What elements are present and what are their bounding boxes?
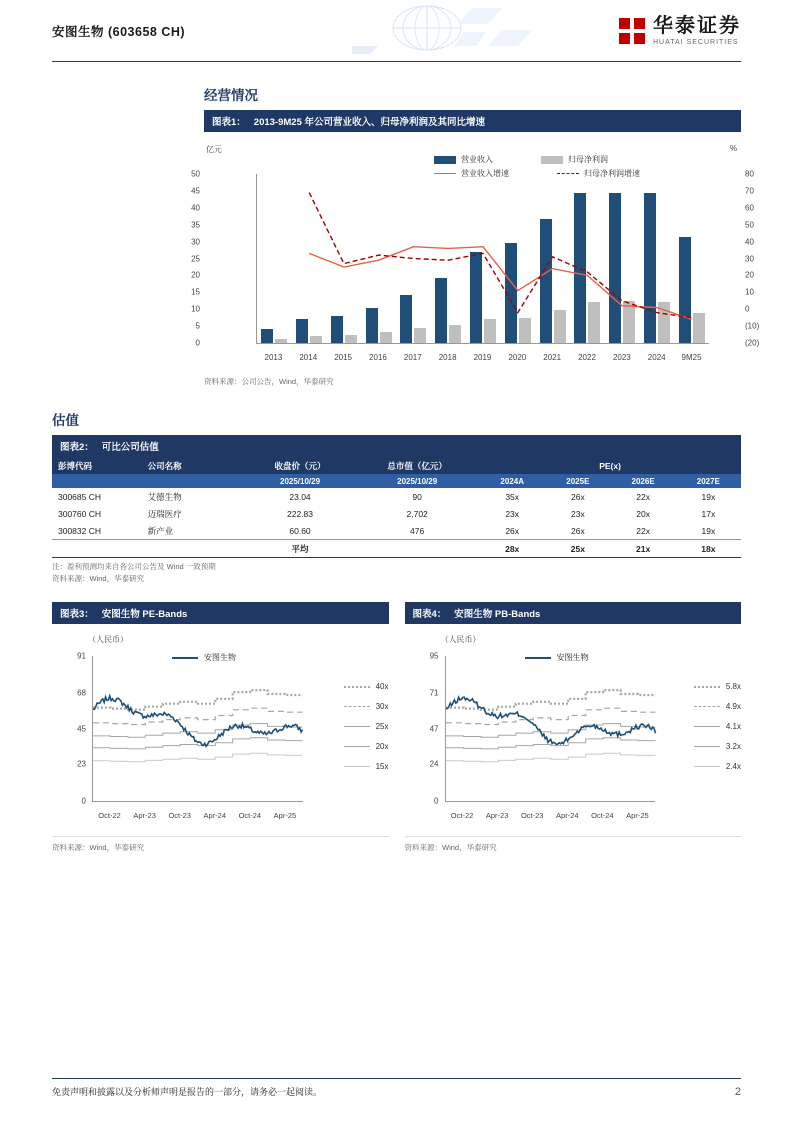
table-subheader-row	[52, 474, 741, 488]
revenue-profit-chart	[191, 138, 760, 370]
band-legend-swatch	[694, 746, 720, 747]
table-cell: 60.60	[289, 525, 311, 536]
legend-label-revenue-growth: 营业收入增速	[461, 169, 509, 178]
sub-cap-date: 2025/10/29	[355, 474, 479, 488]
band-legend-label: 4.1x	[725, 722, 741, 731]
band-legend-label: 5.8x	[725, 682, 741, 691]
band-legend-item	[694, 742, 741, 751]
table-cell: 35x	[505, 491, 520, 502]
table-cell: 平均	[245, 540, 355, 558]
y2-tick: 20	[745, 270, 754, 280]
y2-tick: (20)	[745, 338, 760, 348]
legend-net-profit	[541, 154, 608, 165]
band-legend-swatch	[344, 746, 370, 747]
band-legend-label: 2.4x	[725, 762, 741, 771]
y2-tick: 80	[745, 169, 754, 179]
chart1-y2-axis-unit: %	[729, 144, 737, 153]
y2-tick: 0	[745, 304, 750, 314]
y2-tick: 70	[745, 186, 754, 196]
pb-bands-unit: （人民币）	[440, 635, 481, 644]
exhibit-3-title: 安图生物 PE-Bands	[101, 609, 188, 620]
band-legend-swatch	[344, 726, 370, 727]
exhibit-1-header	[204, 110, 741, 132]
band-legend-swatch	[344, 766, 370, 767]
x-tick: Oct-22	[450, 811, 474, 820]
table-cell: 迈瑞医疗	[147, 508, 182, 519]
legend-label-profit-growth: 归母净利润增速	[584, 169, 640, 178]
col-price: 收盘价（元）	[245, 457, 355, 474]
x-tick: Apr-25	[273, 811, 297, 820]
band-legend-item	[344, 682, 389, 691]
table-cell	[52, 540, 142, 558]
pe-bands-legend	[344, 682, 389, 771]
y-tick: 0	[195, 338, 200, 348]
y-tick: 30	[191, 237, 200, 247]
table-cell: 19x	[701, 491, 716, 502]
band-legend-label: 15x	[375, 762, 389, 771]
pe-bands-plot-area	[92, 656, 303, 802]
x-tick: 2019	[473, 353, 492, 362]
pe-bands-unit: （人民币）	[88, 635, 128, 644]
exhibit-2	[52, 435, 741, 584]
exhibit-2-source: 资料来源：Wind，华泰研究	[52, 574, 145, 583]
table-cell: 23x	[570, 508, 585, 519]
table-cell: 新产业	[147, 525, 174, 536]
table-cell	[142, 540, 245, 558]
table-cell: 300685 CH	[58, 491, 102, 502]
y-tick: 47	[429, 724, 439, 734]
x-tick: Oct-24	[238, 811, 262, 820]
table-cell: 18x	[676, 540, 741, 558]
legend-label-revenue: 营业收入	[461, 155, 493, 164]
table-row	[52, 488, 741, 505]
footer-disclaimer: 免责声明和披露以及分析师声明是报告的一部分，请务必一起阅读。	[52, 1087, 323, 1097]
brand-logo	[619, 16, 741, 46]
band-legend-label: 3.2x	[725, 742, 741, 751]
table-cell: 17x	[701, 508, 716, 519]
y-tick: 50	[191, 169, 200, 179]
pb-bands-series-label: 安图生物	[556, 653, 589, 662]
table-cell: 26x	[570, 491, 585, 502]
table-cell: 23x	[505, 508, 520, 519]
x-tick: 2013	[264, 353, 283, 362]
table-cell: 2,702	[406, 508, 428, 519]
x-tick: 2016	[369, 353, 387, 362]
band-legend-label: 30x	[375, 702, 389, 711]
x-tick: Apr-24	[203, 811, 227, 820]
x-tick: Apr-24	[556, 811, 579, 820]
pb-bands-chart	[405, 630, 742, 830]
y-tick: 40	[191, 203, 200, 213]
y-tick: 0	[81, 796, 86, 806]
page-number: 2	[734, 1085, 741, 1098]
pb-bands-legend	[694, 682, 741, 771]
chart1-x-ticks	[256, 353, 709, 362]
x-tick: 2024	[647, 353, 666, 362]
table-row	[52, 522, 741, 540]
sub-blank-2	[142, 474, 245, 488]
y-tick: 68	[77, 688, 86, 698]
table-cell: 90	[412, 491, 422, 502]
band-legend-item	[694, 702, 741, 711]
y-tick: 10	[191, 304, 200, 314]
y-tick: 71	[429, 688, 439, 698]
y-tick: 0	[434, 796, 439, 806]
table-cell: 19x	[701, 525, 716, 536]
y-tick: 20	[191, 270, 200, 280]
x-tick: Apr-23	[485, 811, 509, 820]
band-legend-item	[344, 742, 389, 751]
bands-row	[52, 602, 741, 853]
huatai-mark-icon	[619, 18, 645, 44]
y2-tick: 10	[745, 287, 754, 297]
exhibit-2-label: 图表2：	[60, 442, 94, 453]
band-legend-swatch	[694, 686, 720, 688]
band-legend-label: 25x	[375, 722, 389, 731]
pb-bands-x-ticks	[445, 811, 656, 820]
exhibit-1	[191, 110, 760, 387]
col-pe-group: PE(x)	[479, 457, 741, 474]
y-tick: 5	[195, 321, 200, 331]
table-cell: 222.83	[287, 508, 314, 519]
sub-2025e: 2025E	[545, 474, 610, 488]
y-tick: 95	[429, 651, 439, 661]
table-cell: 26x	[570, 525, 585, 536]
exhibit-2-header	[52, 435, 741, 457]
pe-bands-chart	[52, 630, 389, 830]
exhibit-2-note: 注：盈利预测均来自各公司公告及 Wind 一致预期	[52, 562, 216, 571]
y-tick: 91	[77, 651, 86, 661]
table-row	[52, 505, 741, 522]
sub-2024a: 2024A	[479, 474, 545, 488]
x-tick: 2018	[438, 353, 457, 362]
table-cell: 26x	[505, 525, 520, 536]
col-code: 彭博代码	[52, 457, 142, 474]
table-cell: 25x	[545, 540, 610, 558]
exhibit-3-header	[52, 602, 389, 624]
table-cell: 艾德生物	[147, 491, 182, 502]
chart1-plot-area	[256, 174, 709, 344]
y2-tick: (10)	[745, 321, 760, 331]
chart1-y-axis-unit: 亿元	[206, 145, 222, 154]
band-legend-item	[344, 702, 389, 711]
page-header	[52, 0, 741, 62]
pb-bands-plot-area	[445, 656, 656, 802]
table-row-average	[52, 540, 741, 558]
pe-bands-x-ticks	[92, 811, 303, 820]
band-legend-item	[344, 722, 389, 731]
band-legend-item	[694, 722, 741, 731]
company-title: 安图生物 (603658 CH)	[52, 24, 186, 39]
x-tick: Oct-24	[591, 811, 614, 820]
sub-price-date: 2025/10/29	[245, 474, 355, 488]
band-legend-label: 40x	[375, 682, 389, 691]
x-tick: Oct-23	[168, 811, 191, 820]
x-tick: 2020	[508, 353, 527, 362]
exhibit-4-label: 图表4：	[412, 609, 447, 620]
x-tick: 9M25	[681, 353, 702, 362]
table-cell: 21x	[610, 540, 675, 558]
table-cell: 22x	[636, 491, 650, 502]
exhibit-1-source: 资料来源：公司公告，Wind，华泰研究	[204, 377, 334, 386]
exhibit-4	[405, 602, 742, 853]
band-legend-swatch	[344, 706, 370, 707]
exhibit-1-title: 2013-9M25 年公司营业收入、归母净利润及其同比增速	[253, 117, 485, 128]
table-cell: 20x	[636, 508, 650, 519]
legend-swatch-net-profit	[541, 156, 563, 164]
y2-tick: 40	[745, 237, 754, 247]
legend-swatch-revenue	[434, 156, 456, 164]
chart1-growth-lines	[257, 174, 709, 343]
exhibit-3	[52, 602, 389, 853]
table-cell: 300832 CH	[58, 525, 102, 536]
sub-blank-1	[52, 474, 142, 488]
band-legend-item	[694, 682, 741, 691]
y-tick: 24	[429, 759, 439, 769]
section-title-operations: 经营情况	[204, 88, 258, 103]
x-tick: Apr-23	[133, 811, 156, 820]
page-footer	[52, 1078, 741, 1098]
legend-revenue	[434, 154, 493, 165]
y-tick: 35	[191, 220, 200, 230]
x-tick: 2015	[334, 353, 352, 362]
x-tick: Oct-22	[98, 811, 121, 820]
y2-tick: 50	[745, 220, 754, 230]
legend-label-net-profit: 归母净利润	[568, 155, 608, 164]
sub-2027e: 2027E	[676, 474, 741, 488]
y-tick: 25	[191, 254, 200, 263]
band-legend-swatch	[344, 686, 370, 688]
band-legend-item	[694, 762, 741, 771]
band-legend-label: 20x	[375, 742, 389, 751]
band-legend-swatch	[694, 766, 720, 767]
table-cell	[355, 540, 479, 558]
col-name: 公司名称	[142, 457, 245, 474]
brand-name-cn: 华泰证券	[653, 14, 741, 37]
exhibit-3-label: 图表3：	[60, 609, 94, 620]
col-market-cap: 总市值（亿元）	[355, 457, 479, 474]
y-tick: 45	[191, 186, 200, 196]
table-header-row	[52, 457, 741, 474]
table-cell: 476	[410, 525, 425, 536]
x-tick: 2022	[578, 353, 596, 362]
comparable-valuation-table	[52, 457, 741, 558]
band-legend-swatch	[694, 726, 720, 727]
x-tick: Apr-25	[626, 811, 649, 820]
section-title-valuation: 估值	[52, 413, 79, 428]
x-tick: 2021	[543, 353, 562, 362]
table-cell: 300760 CH	[58, 508, 102, 519]
x-tick: 2014	[299, 353, 318, 362]
y-tick: 45	[77, 724, 86, 734]
x-tick: Oct-23	[520, 811, 544, 820]
band-legend-item	[344, 762, 389, 771]
sub-2026e: 2026E	[610, 474, 675, 488]
brand-name-en: HUATAI SECURITIES	[653, 38, 739, 46]
y-tick: 15	[191, 287, 200, 297]
y2-tick: 60	[745, 203, 754, 213]
exhibit-3-source: 资料来源：Wind，华泰研究	[52, 836, 389, 853]
band-legend-label: 4.9x	[725, 702, 741, 711]
header-decoration-graphic	[352, 2, 562, 54]
table-cell: 23.04	[289, 491, 311, 502]
x-tick: 2023	[612, 353, 631, 362]
pe-bands-series-label: 安图生物	[204, 653, 236, 662]
y2-tick: 30	[745, 254, 754, 263]
exhibit-4-source: 资料来源：Wind，华泰研究	[405, 836, 742, 853]
exhibit-1-label: 图表1：	[212, 117, 246, 128]
exhibit-4-title: 安图生物 PB-Bands	[454, 609, 541, 620]
band-legend-swatch	[694, 706, 720, 707]
table-cell: 22x	[636, 525, 650, 536]
exhibit-2-title: 可比公司估值	[101, 442, 159, 453]
y-tick: 23	[77, 759, 86, 769]
x-tick: 2017	[403, 353, 422, 362]
exhibit-4-header	[405, 602, 742, 624]
table-cell: 28x	[479, 540, 545, 558]
